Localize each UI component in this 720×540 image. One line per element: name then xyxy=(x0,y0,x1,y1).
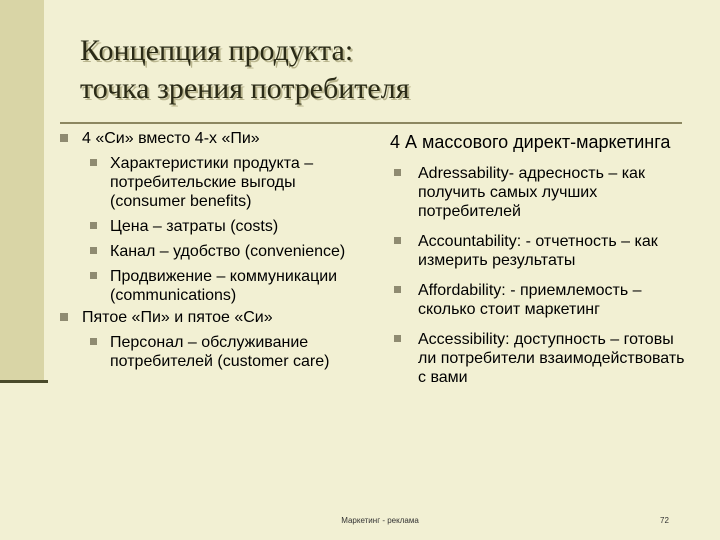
right-item-4 xyxy=(390,330,690,387)
right-item-4-text: Accessibility: доступность – готовы ли потребители взаимодействовать с вами xyxy=(418,331,685,386)
left-subitem-1-1-text: Характеристики продукта – потребительские выгоды (consumer benefits) xyxy=(110,155,314,210)
left-decorative-rule xyxy=(0,380,48,383)
square-bullet-icon xyxy=(90,159,97,166)
page-number: 72 xyxy=(660,516,669,525)
square-bullet-icon xyxy=(60,313,68,321)
square-bullet-icon xyxy=(90,222,97,229)
footer-text: Маркетинг - реклама xyxy=(341,516,419,525)
square-bullet-icon xyxy=(90,338,97,345)
right-heading: 4 А массового директ-маркетинга xyxy=(390,132,671,152)
left-subitem-1-3-text: Канал – удобство (convenience) xyxy=(110,243,346,260)
left-subitem-1-2-text: Цена – затраты (costs) xyxy=(110,218,279,235)
square-bullet-icon xyxy=(60,134,68,142)
right-item-2 xyxy=(390,232,690,270)
right-item-1 xyxy=(390,164,690,221)
right-bullet-list xyxy=(390,164,690,387)
left-subitem-1-4 xyxy=(60,267,370,305)
square-bullet-icon xyxy=(394,286,401,293)
square-bullet-icon xyxy=(394,237,401,244)
square-bullet-icon xyxy=(90,272,97,279)
right-column xyxy=(390,126,690,387)
left-decorative-band xyxy=(0,0,44,383)
left-item-2-text: Пятое «Пи» и пятое «Си» xyxy=(82,309,273,326)
left-item-1-text: 4 «Си» вместо 4-х «Пи» xyxy=(82,130,260,147)
left-subitem-2-1 xyxy=(60,333,370,371)
left-item-2 xyxy=(60,308,370,327)
right-item-2-text: Accountability: - отчетность – как измерить результаты xyxy=(418,233,658,269)
slide-title-line-2: точка зрения потребителя xyxy=(80,72,410,105)
left-item-1 xyxy=(60,129,370,148)
left-subitem-1-1 xyxy=(60,154,370,211)
left-subitem-1-2 xyxy=(60,217,370,236)
square-bullet-icon xyxy=(394,169,401,176)
square-bullet-icon xyxy=(90,247,97,254)
right-item-3-text: Affordability: - приемлемость – сколько стоит маркетинг xyxy=(418,282,642,318)
left-subitem-1-4-text: Продвижение – коммуникации (communications) xyxy=(110,268,338,304)
right-item-3 xyxy=(390,281,690,319)
left-subitem-1-3 xyxy=(60,242,370,261)
left-subitem-2-1-text: Персонал – обслуживание потребителей (customer care) xyxy=(110,334,330,370)
slide-title-line-1: Концепция продукта: xyxy=(80,34,354,67)
square-bullet-icon xyxy=(394,335,401,342)
slide-title xyxy=(80,32,410,108)
left-column xyxy=(60,126,370,371)
left-bullet-list xyxy=(60,129,370,371)
right-item-1-text: Adressability- адресность – как получить самых лучших потребителей xyxy=(418,165,645,220)
title-underline xyxy=(60,122,682,124)
